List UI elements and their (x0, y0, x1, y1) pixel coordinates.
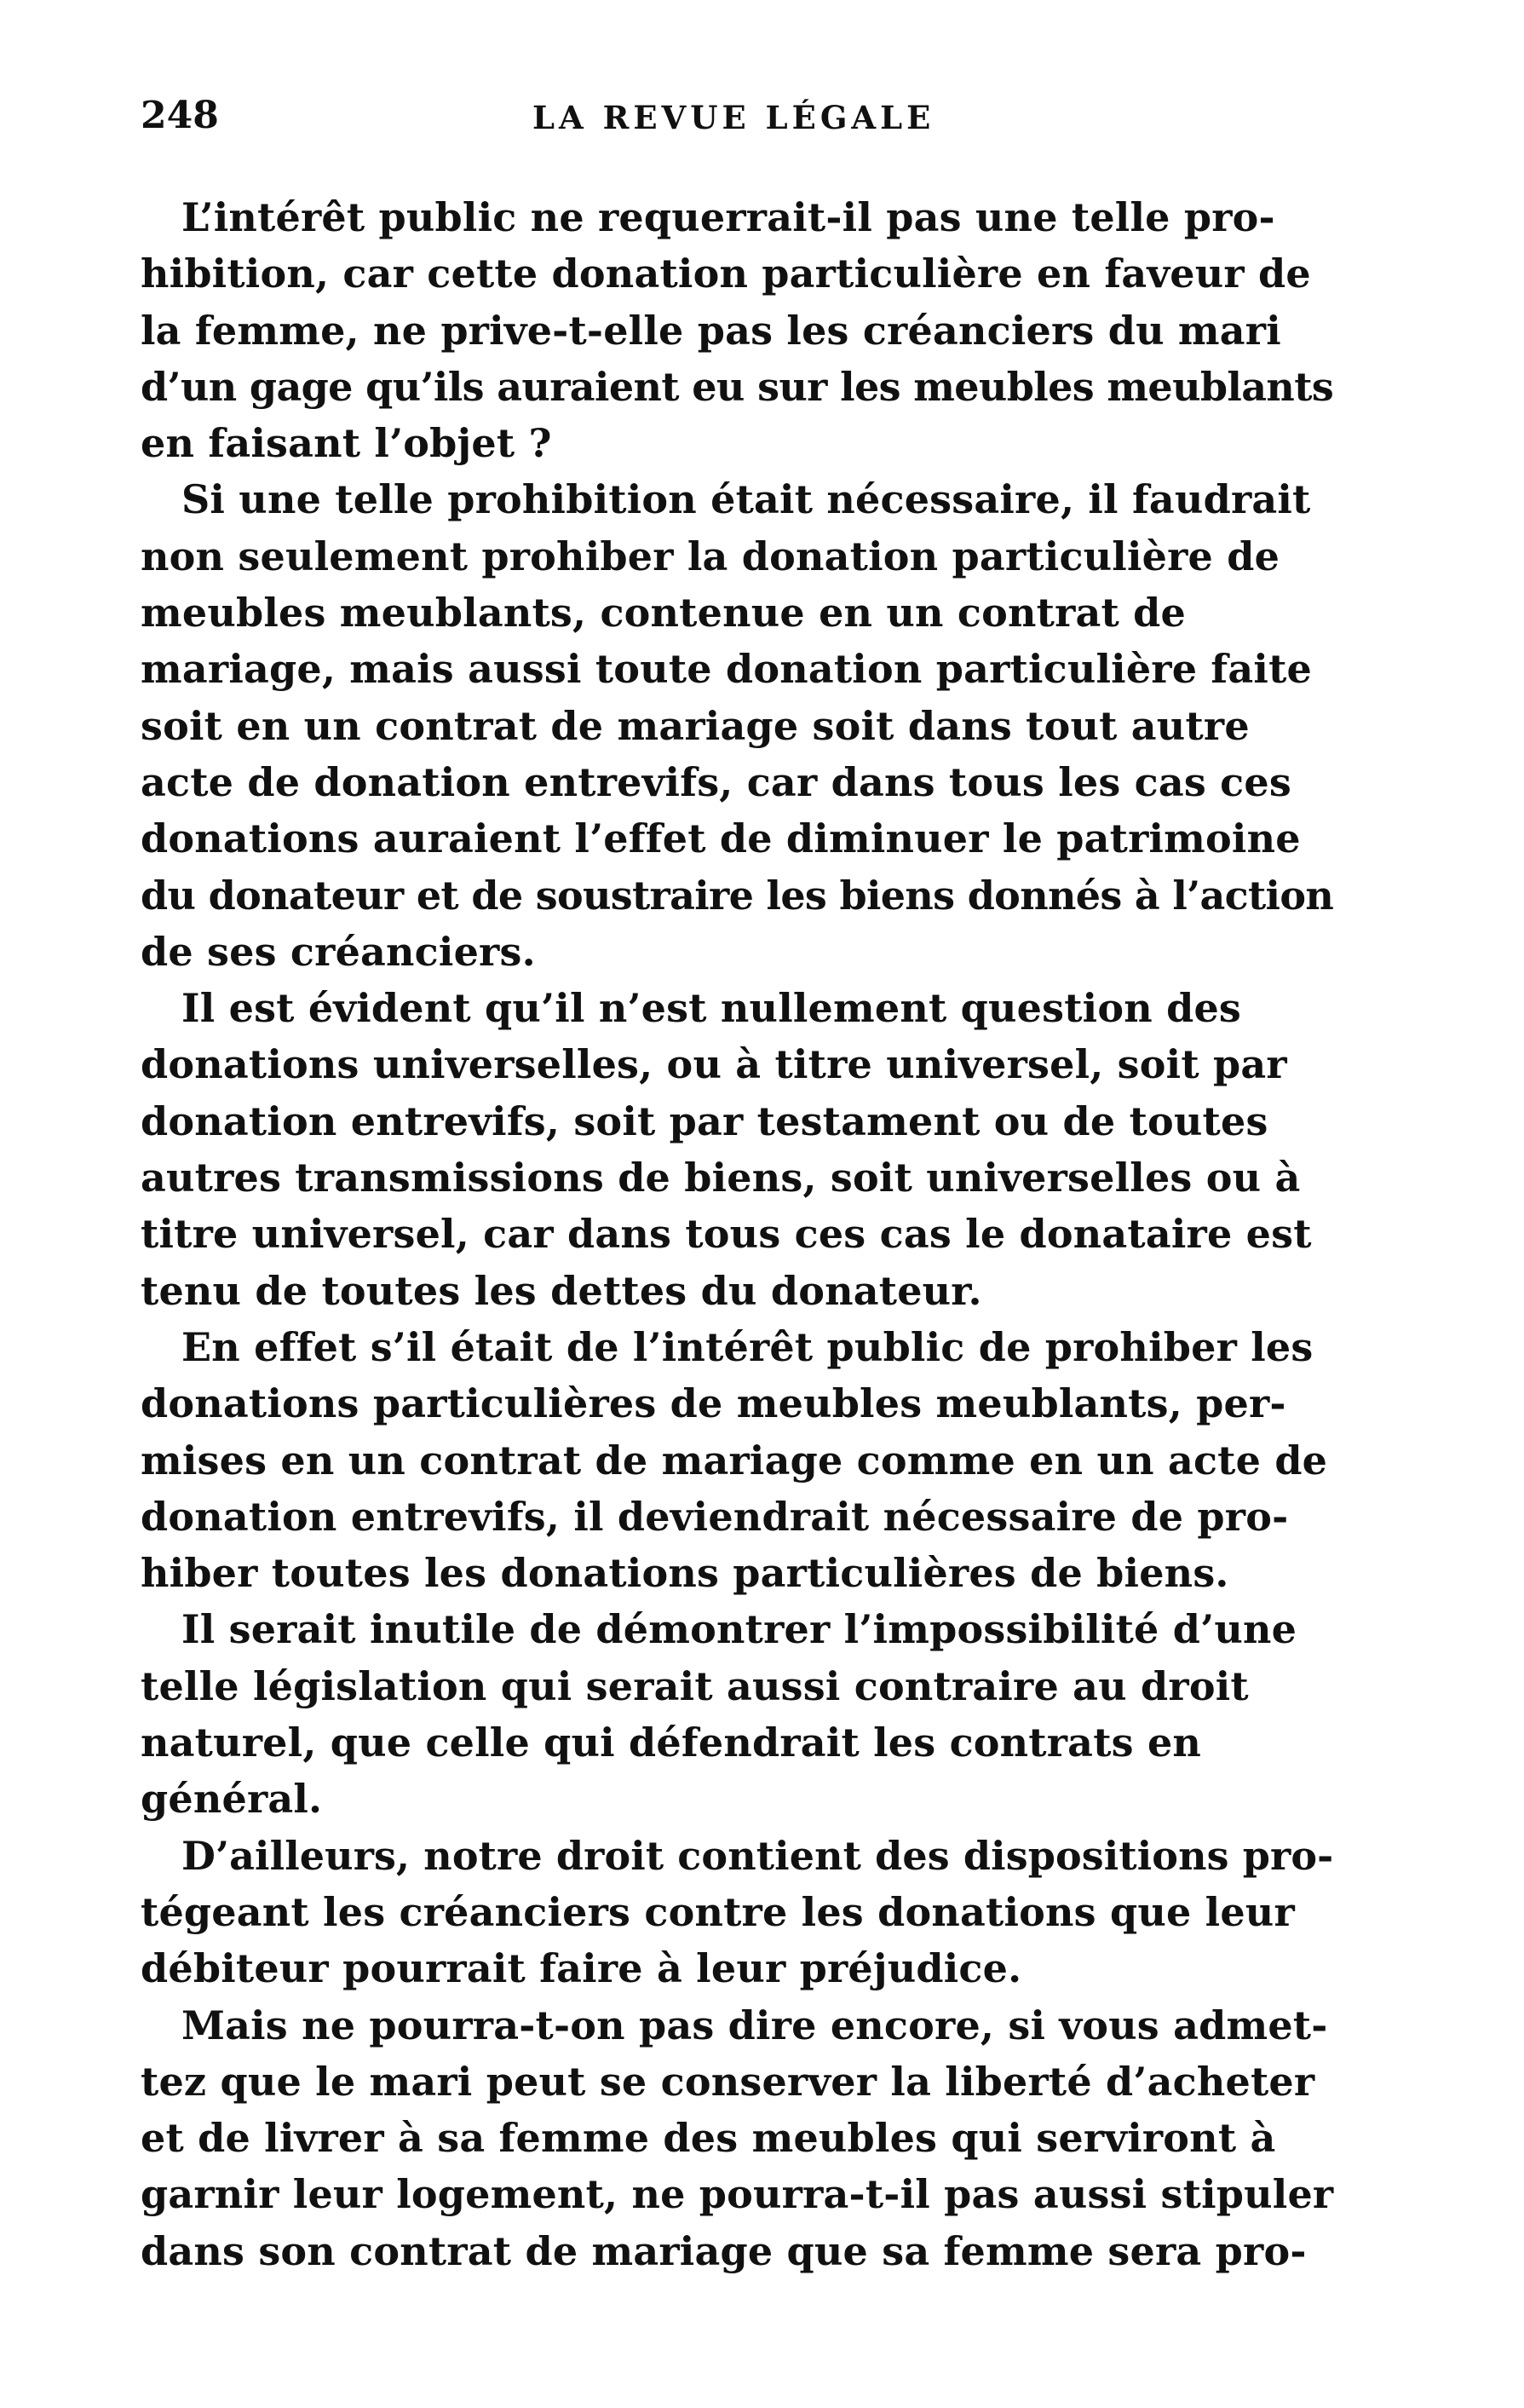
text-line: L’intérêt public ne requerrait-il pas une telle pro- (181, 194, 1275, 240)
text-line: hiber toutes les donations particulières de biens. (141, 1550, 1229, 1597)
text-line: donations auraient l’effet de diminuer le patrimoine (141, 815, 1301, 862)
body-text (141, 189, 1333, 2279)
text-line: meubles meublants, contenue en un contrat de (141, 590, 1187, 637)
text-line: donations particulières de meubles meublants, per- (141, 1380, 1286, 1427)
text-line: En effet s’il était de l’intérêt public de prohiber les (181, 1323, 1314, 1370)
running-title: LA REVUE LÉGALE (532, 99, 935, 136)
text-line: débiteur pourrait faire à leur préjudice. (141, 1945, 1022, 1992)
text-line: donation entrevifs, soit par testament ou de toutes (141, 1097, 1268, 1144)
text-line: naturel, que celle qui défendrait les contrats en (141, 1720, 1202, 1766)
text-line: Si une telle prohibition était nécessaire, il faudrait (181, 476, 1311, 523)
text-line: acte de donation entrevifs, car dans tous les cas ces (141, 758, 1291, 805)
text-line: titre universel, car dans tous ces cas le donataire est (141, 1211, 1312, 1258)
text-line: tégeant les créanciers contre les donations que leur (141, 1888, 1295, 1935)
text-line: la femme, ne prive-t-elle pas les créanciers du mari (141, 307, 1281, 354)
text-line: non seulement prohiber la donation particulière de (141, 533, 1280, 579)
text-line: tez que le mari peut se conserver la liberté d’acheter (141, 2058, 1315, 2105)
page-number: 248 (141, 94, 219, 137)
text-line: autres transmissions de biens, soit universelles ou à (141, 1155, 1301, 1201)
page-header (141, 94, 1333, 153)
text-line: D’ailleurs, notre droit contient des dispositions pro- (181, 1832, 1334, 1879)
text-line: donations universelles, ou à titre universel, soit par (141, 1041, 1287, 1088)
text-line: d’un gage qu’ils auraient eu sur les meubles meublants (141, 363, 1334, 410)
text-line: hibition, car cette donation particulière en faveur de (141, 251, 1311, 297)
text-line: telle législation qui serait aussi contraire au droit (141, 1662, 1249, 1709)
text-line: soit en un contrat de mariage soit dans tout autre (141, 702, 1250, 749)
text-line: général. (141, 1776, 323, 1823)
text-line: Il serait inutile de démontrer l’impossibilité d’une (181, 1606, 1297, 1653)
text-line: donation entrevifs, il deviendrait nécessaire de pro- (141, 1493, 1289, 1540)
text-line: de ses créanciers. (141, 928, 536, 975)
text-line: Mais ne pourra-t-on pas dire encore, si vous admet- (181, 2002, 1328, 2048)
text-line: tenu de toutes les dettes du donateur. (141, 1267, 982, 1314)
text-line: garnir leur logement, ne pourra-t-il pas aussi stipuler (141, 2171, 1334, 2218)
text-line: en faisant l’objet ? (141, 420, 552, 467)
text-line: et de livrer à sa femme des meubles qui serviront à (141, 2115, 1276, 2162)
text-line: du donateur et de soustraire les biens donnés à l’action (141, 872, 1334, 919)
text-line: dans son contrat de mariage que sa femme sera pro- (141, 2227, 1307, 2274)
text-line: mises en un contrat de mariage comme en un acte de (141, 1437, 1328, 1483)
text-line: mariage, mais aussi toute donation particulière faite (141, 646, 1313, 693)
text-line: Il est évident qu’il n’est nullement question des (181, 985, 1242, 1032)
